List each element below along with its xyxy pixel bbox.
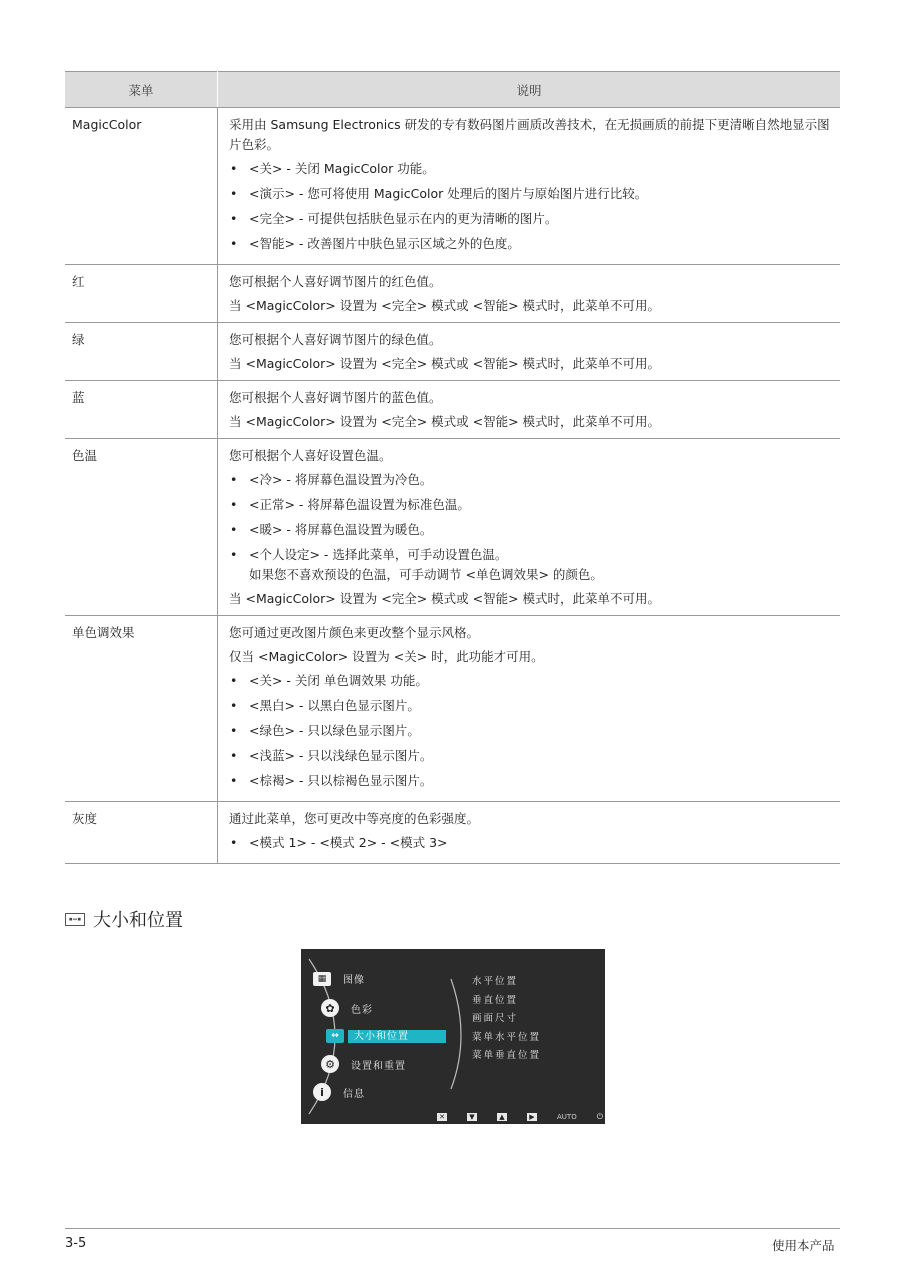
row-note: 当 <MagicColor> 设置为 <完全> 模式或 <智能> 模式时，此菜单不可用。 [229,414,661,429]
list-item-text: <模式 1> - <模式 2> - <模式 3> [249,835,448,850]
row-intro: 您可根据个人喜好设置色温。 [229,448,392,463]
list-item-text: <关> - 关闭 MagicColor 功能。 [249,161,435,176]
osd-menu-label: 信息 [343,1088,365,1100]
list-item-subtext: 如果您不喜欢预设的色温，可手动调节 <单色调效果> 的颜色。 [249,567,603,582]
list-item: • <黑白> - 以黑白色显示图片。 [230,698,420,713]
bullet-list [229,470,834,585]
osd-menu-label: 大小和位置 [348,1030,446,1043]
enter-arrow-icon[interactable]: ▶ [527,1113,537,1121]
osd-menu-item[interactable] [313,1083,365,1101]
osd-menu-label: 色彩 [351,1004,373,1016]
list-item-text: <棕褐> - 只以棕褐色显示图片。 [249,773,433,788]
row-note: 当 <MagicColor> 设置为 <完全> 模式或 <智能> 模式时，此菜单不可用。 [229,591,661,606]
table-row [65,108,840,265]
menu-name: MagicColor [65,108,218,265]
palette-icon: ✿ [321,999,339,1017]
table-row [65,323,840,381]
bullet-list [229,833,834,853]
menu-close-icon[interactable]: ✕ [437,1113,447,1121]
list-item: • <正常> - 将屏幕色温设置为标准色温。 [230,497,470,512]
list-item: • <绿色> - 只以绿色显示图片。 [230,723,420,738]
list-item: • <完全> - 可提供包括肤色显示在内的更为清晰的图片。 [230,211,558,226]
menu-name: 单色调效果 [65,616,218,802]
list-item-text: <正常> - 将屏幕色温设置为标准色温。 [249,497,470,512]
info-icon: i [313,1083,331,1101]
list-item-text: <冷> - 将屏幕色温设置为冷色。 [249,472,433,487]
row-intro: 采用由 Samsung Electronics 研发的专有数码图片画质改善技术，在无损画质的前提下更清晰自然地显示图片色彩。 [229,117,830,152]
table-row [65,381,840,439]
row-text: 您可根据个人喜好调节图片的红色值。 [229,274,442,289]
row-intro-2: 仅当 <MagicColor> 设置为 <关> 时，此功能才可用。 [229,649,544,664]
list-item-text: <智能> - 改善图片中肤色显示区域之外的色度。 [249,236,520,251]
osd-submenu-item[interactable]: 画面尺寸 [472,1013,519,1024]
size-position-icon: ↔ [326,1029,344,1043]
list-item: • <暖> - 将屏幕色温设置为暖色。 [230,522,433,537]
page-number: 3-5 [65,1236,87,1251]
list-item-text: <完全> - 可提供包括肤色显示在内的更为清晰的图片。 [249,211,558,226]
row-note: 当 <MagicColor> 设置为 <完全> 模式或 <智能> 模式时，此菜单不可用。 [229,298,661,313]
list-item-text: <绿色> - 只以绿色显示图片。 [249,723,420,738]
osd-button-bar [437,1112,603,1122]
list-item: • <智能> - 改善图片中肤色显示区域之外的色度。 [230,236,520,251]
row-text: 您可根据个人喜好调节图片的绿色值。 [229,332,442,347]
row-intro: 您可通过更改图片颜色来更改整个显示风格。 [229,625,480,640]
description [218,323,841,381]
size-position-icon: ▪↔▪ [65,913,85,926]
menu-name: 绿 [65,323,218,381]
list-item-text: <浅蓝> - 只以浅绿色显示图片。 [249,748,433,763]
table-header-row [65,72,840,108]
osd-submenu-item[interactable]: 垂直位置 [472,994,519,1006]
settings-table [65,71,840,864]
section-heading [65,906,183,932]
description [218,802,841,864]
footer-chapter-title: 使用本产品 [772,1238,835,1253]
description [218,616,841,802]
osd-menu-label: 图像 [343,975,365,986]
osd-submenu [472,973,541,1066]
osd-menu-screenshot [301,949,605,1124]
header-menu: 菜单 [65,72,218,108]
section-title-text: 大小和位置 [93,910,183,931]
list-item: • <演示> - 您可将使用 MagicColor 处理后的图片与原始图片进行比较。 [230,186,648,201]
list-item: • <浅蓝> - 只以浅绿色显示图片。 [230,748,433,763]
osd-menu-label: 设置和重置 [351,1060,406,1072]
description [218,381,841,439]
down-arrow-icon[interactable]: ▼ [467,1113,477,1121]
bullet-list [229,671,834,791]
list-item-text: <暖> - 将屏幕色温设置为暖色。 [249,522,433,537]
picture-icon: ▦ [313,972,331,986]
table-row [65,265,840,323]
menu-name: 蓝 [65,381,218,439]
power-icon[interactable]: ⏻ [596,1112,604,1121]
menu-name: 灰度 [65,802,218,864]
osd-submenu-item[interactable]: 水平位置 [472,976,519,987]
osd-menu-item[interactable] [313,971,365,986]
osd-menu-item[interactable] [321,1055,406,1073]
osd-menu-item-selected[interactable] [326,1029,446,1043]
list-item-text: <黑白> - 以黑白色显示图片。 [249,698,420,713]
description [218,265,841,323]
menu-name: 红 [65,265,218,323]
header-desc: 说明 [218,72,841,108]
row-intro: 通过此菜单，您可更改中等亮度的色彩强度。 [229,811,480,826]
list-item: • <模式 1> - <模式 2> - <模式 3> [230,835,448,850]
footer-divider [65,1228,840,1229]
osd-menu-item[interactable] [321,999,373,1017]
description [218,439,841,616]
list-item: • <个人设定> - 选择此菜单，可手动设置色温。 如果您不喜欢预设的色温，可手动调节 <单色调效果> 的颜色。 [229,545,834,585]
menu-name: 色温 [65,439,218,616]
bullet-list [229,159,834,254]
table-row [65,616,840,802]
gear-icon: ⚙ [321,1055,339,1073]
row-note: 当 <MagicColor> 设置为 <完全> 模式或 <智能> 模式时，此菜单不可用。 [229,356,661,371]
list-item: • <关> - 关闭 单色调效果 功能。 [230,673,428,688]
list-item: • <关> - 关闭 MagicColor 功能。 [230,161,435,176]
description [218,108,841,265]
osd-submenu-item[interactable]: 菜单水平位置 [472,1031,542,1043]
list-item-text: <演示> - 您可将使用 MagicColor 处理后的图片与原始图片进行比较。 [249,186,648,201]
table-row [65,802,840,864]
up-arrow-icon[interactable]: ▲ [497,1113,507,1121]
list-item-text: <关> - 关闭 单色调效果 功能。 [249,673,428,688]
table-row [65,439,840,616]
row-text: 您可根据个人喜好调节图片的蓝色值。 [229,390,442,405]
list-item: • <棕褐> - 只以棕褐色显示图片。 [230,773,433,788]
osd-submenu-item[interactable]: 菜单垂直位置 [472,1050,542,1061]
list-item-text: <个人设定> - 选择此菜单，可手动设置色温。 [249,547,508,562]
auto-button[interactable]: AUTO [557,1113,577,1121]
list-item: • <冷> - 将屏幕色温设置为冷色。 [230,472,433,487]
